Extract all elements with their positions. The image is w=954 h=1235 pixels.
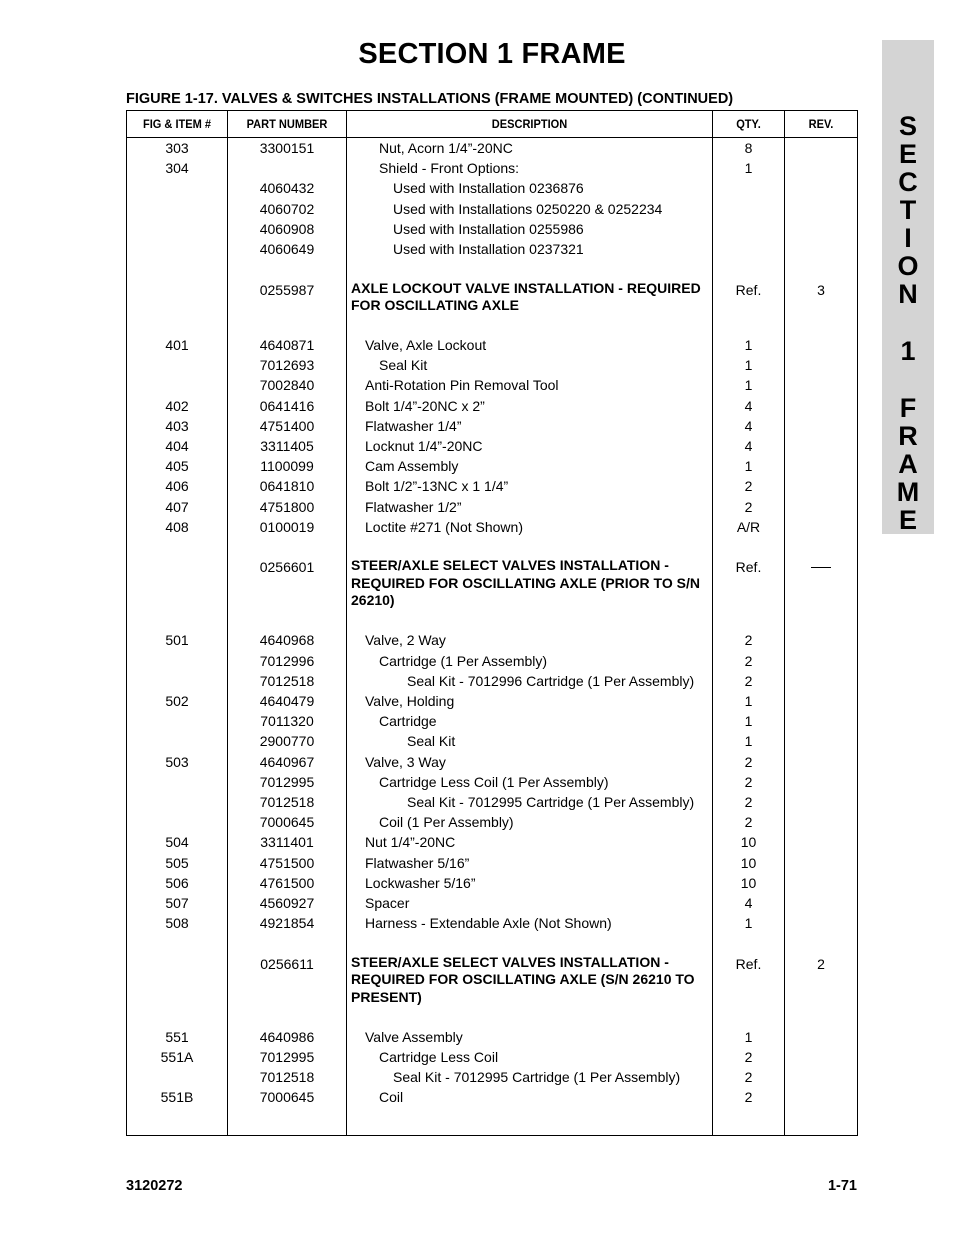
item-cell: 405 — [165, 458, 189, 475]
description-cell: Seal Kit - 7012996 Cartridge (1 Per Assembly) — [407, 672, 695, 689]
document-number: 3120272 — [126, 1178, 183, 1194]
qty-cell: 10 — [740, 834, 757, 851]
part-number-cell: 7012693 — [259, 357, 315, 374]
item-cell: 505 — [165, 854, 189, 871]
column-divider — [712, 111, 713, 1135]
part-number-cell: 7012995 — [259, 1048, 315, 1065]
qty-cell: 4 — [744, 894, 753, 911]
page-title: SECTION 1 FRAME — [358, 38, 626, 70]
part-number-cell: 4560927 — [259, 894, 315, 911]
part-number-cell: 4761500 — [259, 874, 315, 891]
description-cell: Bolt 1/4”-20NC x 2” — [365, 397, 485, 414]
description-cell: Bolt 1/2”-13NC x 1 1/4” — [365, 478, 509, 495]
header-description: DESCRIPTION — [491, 117, 568, 131]
item-cell: 504 — [165, 834, 189, 851]
part-number-cell: 4640968 — [259, 632, 315, 649]
qty-cell: 1 — [744, 733, 753, 750]
item-cell: 502 — [165, 692, 189, 709]
part-number-cell: 7012518 — [259, 793, 315, 810]
qty-cell: 10 — [740, 874, 757, 891]
qty-cell: 2 — [744, 753, 753, 770]
part-number-cell: 7012518 — [259, 672, 315, 689]
item-cell: 403 — [165, 417, 189, 434]
description-cell: Flatwasher 1/2” — [365, 498, 462, 515]
part-number-cell: 0255987 — [259, 281, 315, 298]
header-fig-item: FIG & ITEM # — [142, 117, 212, 131]
qty-cell: 2 — [744, 652, 753, 669]
rev-cell: 3 — [817, 281, 825, 298]
description-cell: Shield - Front Options: — [379, 160, 520, 177]
part-number-cell: 4640986 — [259, 1028, 315, 1045]
part-number-cell: 4640967 — [259, 753, 315, 770]
item-cell: 401 — [165, 337, 189, 353]
parts-table — [126, 110, 858, 1136]
qty-cell: 2 — [744, 498, 753, 515]
description-cell: Seal Kit - 7012995 Cartridge (1 Per Assembly) — [407, 793, 695, 810]
page-number: 1-71 — [827, 1178, 857, 1194]
part-number-cell: 0641810 — [259, 478, 315, 495]
item-cell: 508 — [165, 915, 189, 932]
qty-cell: 1 — [744, 915, 753, 932]
description-cell: Cam Assembly — [365, 458, 459, 475]
header-rev: REV. — [808, 117, 834, 131]
figure-title: FIGURE 1-17. VALVES & SWITCHES INSTALLATIONS (FRAME MOUNTED) (CONTINUED) — [126, 91, 734, 107]
description-cell: Used with Installation 0255986 — [393, 220, 584, 237]
qty-cell: 10 — [740, 854, 757, 871]
description-cell: Loctite #271 (Not Shown) — [365, 518, 523, 535]
part-number-cell: 3311405 — [260, 438, 314, 454]
part-number-cell: 4751400 — [259, 417, 315, 434]
qty-cell: 2 — [744, 793, 753, 810]
qty-cell: A/R — [736, 518, 761, 535]
part-number-cell: 4640871 — [259, 337, 315, 353]
qty-cell: 4 — [744, 438, 753, 454]
rev-cell — [785, 557, 857, 577]
part-number-cell: 4751500 — [259, 854, 315, 871]
qty-cell: Ref. — [735, 559, 762, 576]
qty-cell: 1 — [744, 160, 753, 177]
item-cell: 402 — [165, 397, 189, 414]
description-cell: Harness - Extendable Axle (Not Shown) — [365, 915, 612, 932]
side-tab-letter: M — [896, 477, 920, 507]
description-cell: Spacer — [365, 894, 410, 911]
item-cell: 407 — [165, 498, 189, 515]
item-cell: 406 — [165, 478, 189, 495]
description-cell: Flatwasher 1/4” — [365, 417, 462, 434]
description-cell: Nut, Acorn 1/4”-20NC — [379, 140, 513, 156]
item-cell: 551 — [165, 1028, 189, 1045]
side-tab-letter: 1 — [900, 336, 916, 366]
side-tab-letter: I — [904, 223, 912, 253]
part-number-cell: 4060649 — [259, 241, 315, 257]
description-cell: Seal Kit — [407, 733, 456, 750]
part-number-cell: 7000645 — [259, 1089, 315, 1106]
description-cell: Nut 1/4”-20NC — [365, 834, 456, 851]
qty-cell: 2 — [744, 672, 753, 689]
qty-cell: 2 — [744, 478, 753, 495]
part-number-cell: 7011320 — [260, 713, 314, 730]
qty-cell: 1 — [744, 692, 753, 709]
description-cell: Cartridge Less Coil (1 Per Assembly) — [379, 773, 609, 790]
part-number-cell: 3300151 — [259, 140, 315, 156]
qty-cell: 4 — [744, 397, 753, 414]
qty-cell: Ref. — [735, 281, 762, 298]
description-cell: Coil (1 Per Assembly) — [379, 814, 514, 831]
description-cell: Locknut 1/4”-20NC — [365, 438, 483, 454]
header-part-number: PART NUMBER — [246, 117, 328, 131]
item-cell: 404 — [165, 438, 189, 454]
side-tab-letter: O — [897, 251, 919, 281]
qty-cell: 2 — [744, 632, 753, 649]
qty-cell: 1 — [744, 458, 753, 475]
qty-cell: 2 — [744, 1069, 753, 1085]
side-tab-letter: C — [898, 167, 918, 197]
column-divider — [784, 111, 785, 1135]
description-cell: Coil — [379, 1089, 404, 1106]
part-number-cell: 4060432 — [259, 180, 315, 197]
item-cell: 304 — [165, 160, 189, 177]
part-number-cell: 3311401 — [260, 834, 314, 851]
description-cell: Cartridge (1 Per Assembly) — [379, 652, 548, 669]
description-cell: Valve, Holding — [365, 692, 455, 709]
qty-cell: 2 — [744, 773, 753, 790]
description-cell: Lockwasher 5/16” — [365, 874, 476, 891]
description-cell: Valve, 2 Way — [365, 632, 446, 649]
part-number-cell: 0256611 — [260, 955, 314, 972]
description-cell: Valve, 3 Way — [365, 753, 446, 770]
side-tab-letter: F — [899, 393, 917, 423]
description-cell: STEER/AXLE SELECT VALVES INSTALLATION - REQUIRED FOR OSCILLATING AXLE (S/N 26210 TO PRESENT) — [351, 953, 695, 1005]
part-number-cell: 7000645 — [259, 814, 315, 831]
part-number-cell: 4921854 — [259, 915, 315, 932]
side-tab-letter: E — [898, 139, 917, 169]
qty-cell: 2 — [744, 1089, 753, 1106]
item-cell: 303 — [165, 140, 189, 156]
description-cell: Cartridge — [379, 713, 437, 730]
part-number-cell: 7002840 — [259, 377, 315, 394]
section-side-tab — [882, 40, 934, 534]
description-cell: Valve Assembly — [365, 1028, 463, 1045]
rev-blank-line — [811, 557, 831, 568]
description-cell: Used with Installation 0237321 — [393, 241, 584, 257]
item-cell: 408 — [165, 518, 189, 535]
qty-cell: 1 — [744, 377, 753, 394]
qty-cell: 1 — [744, 713, 753, 730]
item-cell: 551A — [160, 1048, 194, 1065]
part-number-cell: 0256601 — [259, 559, 315, 576]
part-number-cell: 7012996 — [259, 652, 315, 669]
part-number-cell: 4060702 — [259, 200, 315, 217]
description-cell: Valve, Axle Lockout — [365, 337, 487, 353]
item-cell: 501 — [165, 632, 189, 649]
rev-cell: 2 — [817, 955, 825, 972]
qty-cell: 1 — [744, 337, 753, 353]
side-tab-letter: N — [898, 279, 918, 309]
part-number-cell: 7012995 — [259, 773, 315, 790]
part-number-cell: 0641416 — [259, 397, 315, 414]
part-number-cell: 0100019 — [259, 518, 315, 535]
qty-cell: 1 — [744, 357, 753, 374]
description-cell: AXLE LOCKOUT VALVE INSTALLATION - REQUIRED FOR OSCILLATING AXLE — [351, 279, 701, 314]
qty-cell: 1 — [744, 1028, 753, 1045]
side-tab-letter: R — [898, 421, 918, 451]
qty-cell: Ref. — [735, 955, 762, 972]
part-number-cell: 4640479 — [259, 692, 315, 709]
description-cell: Used with Installation 0236876 — [393, 180, 584, 197]
side-tab-letter: E — [898, 505, 917, 535]
description-cell: Used with Installations 0250220 & 0252234 — [393, 200, 663, 217]
description-cell: STEER/AXLE SELECT VALVES INSTALLATION - REQUIRED FOR OSCILLATING AXLE (PRIOR TO S/N 26210) — [351, 557, 700, 609]
qty-cell: 4 — [744, 417, 753, 434]
part-number-cell: 4060908 — [259, 220, 315, 237]
side-tab-letter: A — [898, 449, 918, 479]
qty-cell: 8 — [744, 140, 753, 156]
part-number-cell: 7012518 — [259, 1069, 315, 1085]
description-cell: Anti-Rotation Pin Removal Tool — [365, 377, 559, 394]
part-number-cell: 2900770 — [259, 733, 315, 750]
column-divider — [227, 111, 228, 1135]
side-tab-letter: S — [898, 111, 917, 141]
side-tab-letter: T — [899, 195, 917, 225]
part-number-cell: 1100099 — [260, 458, 314, 475]
description-cell: Seal Kit - 7012995 Cartridge (1 Per Assembly) — [393, 1069, 681, 1085]
description-cell: Flatwasher 5/16” — [365, 854, 470, 871]
qty-cell: 2 — [744, 1048, 753, 1065]
item-cell: 551B — [160, 1089, 194, 1106]
table-header-row — [127, 111, 857, 138]
item-cell: 506 — [165, 874, 189, 891]
item-cell: 507 — [165, 894, 189, 911]
description-cell: Seal Kit — [379, 357, 428, 374]
column-divider — [346, 111, 347, 1135]
qty-cell: 2 — [744, 814, 753, 831]
part-number-cell: 4751800 — [259, 498, 315, 515]
item-cell: 503 — [165, 753, 189, 770]
description-cell: Cartridge Less Coil — [379, 1048, 499, 1065]
header-qty: QTY. — [736, 117, 761, 131]
